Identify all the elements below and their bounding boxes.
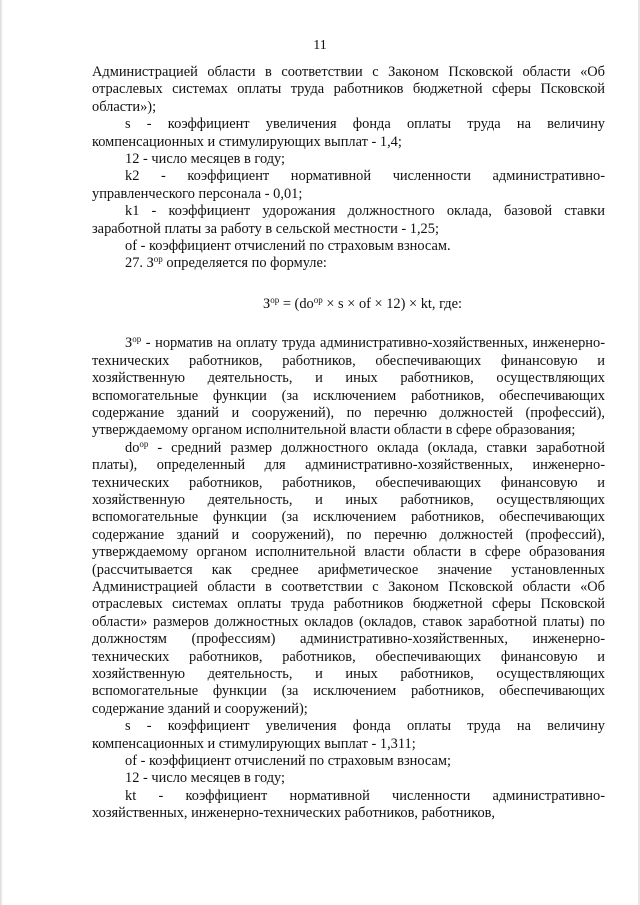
clause-27-sup: ор: [153, 254, 163, 265]
definition-of-2: of - коэффициент отчислений по страховым взносам;: [125, 753, 451, 770]
definition-s-2: s - коэффициент увеличения фонда оплаты труда на величину компенсационных и стимулирующих выплат - 1,311;: [92, 718, 605, 752]
formula: [92, 296, 605, 313]
clause-27-prefix: 27. З: [125, 255, 154, 272]
definition-k1: k1 - коэффициент удорожания должностного оклада, базовой ставки заработной платы за работу в сельской местности - 1,25;: [92, 203, 605, 237]
document-body: [92, 64, 605, 823]
formula-lhs: З: [263, 295, 271, 312]
definition-of: of - коэффициент отчислений по страховым взносам.: [125, 238, 451, 255]
definition-door-text: - средний размер должностного оклада (оклада, ставки заработной платы), определенный для административно-хозяйственных, инженерно-технических работников, работников, обеспечивающих финансовую и хозяйственную деятельность, и иных работников, осуществляющих вспомогательные функции (за исключением работников, обеспечивающих содержание зданий и сооружений), по перечню должностей (профессий), утверждаемому органом исполнительной власти области в сфере образования (рассчитывается как среднее арифметическое значение установленных Администрацией области в соответствии с Законом Псковской области «Об отраслевых системах оплаты труда работников бюджетной сферы Псковской области» размеров должностных окладов (окладов, ставок заработной платы) по должностям (профессиям) административно-хозяйственных, инженерно-технических работников, работников, обеспечивающих финансовую и хозяйственную деятельность, и иных работников, осуществляющих вспомогательные функции (за исключением работников, обеспечивающих содержание зданий и сооружений);: [92, 439, 605, 717]
definition-s: s - коэффициент увеличения фонда оплаты труда на величину компенсационных и стимулирующих выплат - 1,4;: [92, 116, 605, 150]
definition-kt: kt - коэффициент нормативной численности административно-хозяйственных, инженерно-технических работников, работников,: [92, 787, 605, 822]
definition-months: 12 - число месяцев в году;: [125, 151, 286, 168]
definition-zor-term: З: [125, 335, 133, 352]
formula-rest: × s × of × 12) × kt, где:: [322, 295, 463, 312]
definition-months-2: 12 - число месяцев в году;: [125, 770, 286, 787]
page-number: 11: [313, 38, 327, 53]
scan-edge-left: [0, 0, 3, 905]
clause-27: [92, 255, 605, 272]
definition-door-term: do: [125, 439, 140, 456]
formula-eq: = (do: [279, 295, 314, 312]
definition-zor-text: - норматив на оплату труда административно-хозяйственных, инженерно-технических работников, работников, обеспечивающих финансовую и хозяйственную деятельность, и иных работников, осуществляющих вспомогательные функции (за исключением работников, обеспечивающих содержание зданий и сооружений), по перечню должностей (профессий), утверждаемому органом исполнительной власти области в сфере образования;: [92, 335, 605, 439]
clause-27-suffix: определяется по формуле:: [162, 255, 327, 272]
paragraph-continuation: Администрацией области в соответствии с Законом Псковской области «Об отраслевых системах оплаты труда работников бюджетной сферы Псковской области»);: [92, 64, 605, 115]
definition-zor-sup: ор: [132, 334, 142, 345]
formula-lhs-sup: ор: [270, 294, 280, 305]
definition-door: [92, 440, 605, 719]
definition-k2: k2 - коэффициент нормативной численности административно-управленческого персонала - 0,01;: [92, 168, 605, 202]
formula-do-sup: ор: [313, 294, 323, 305]
definition-zor: [92, 335, 605, 439]
definition-door-sup: ор: [139, 438, 149, 449]
